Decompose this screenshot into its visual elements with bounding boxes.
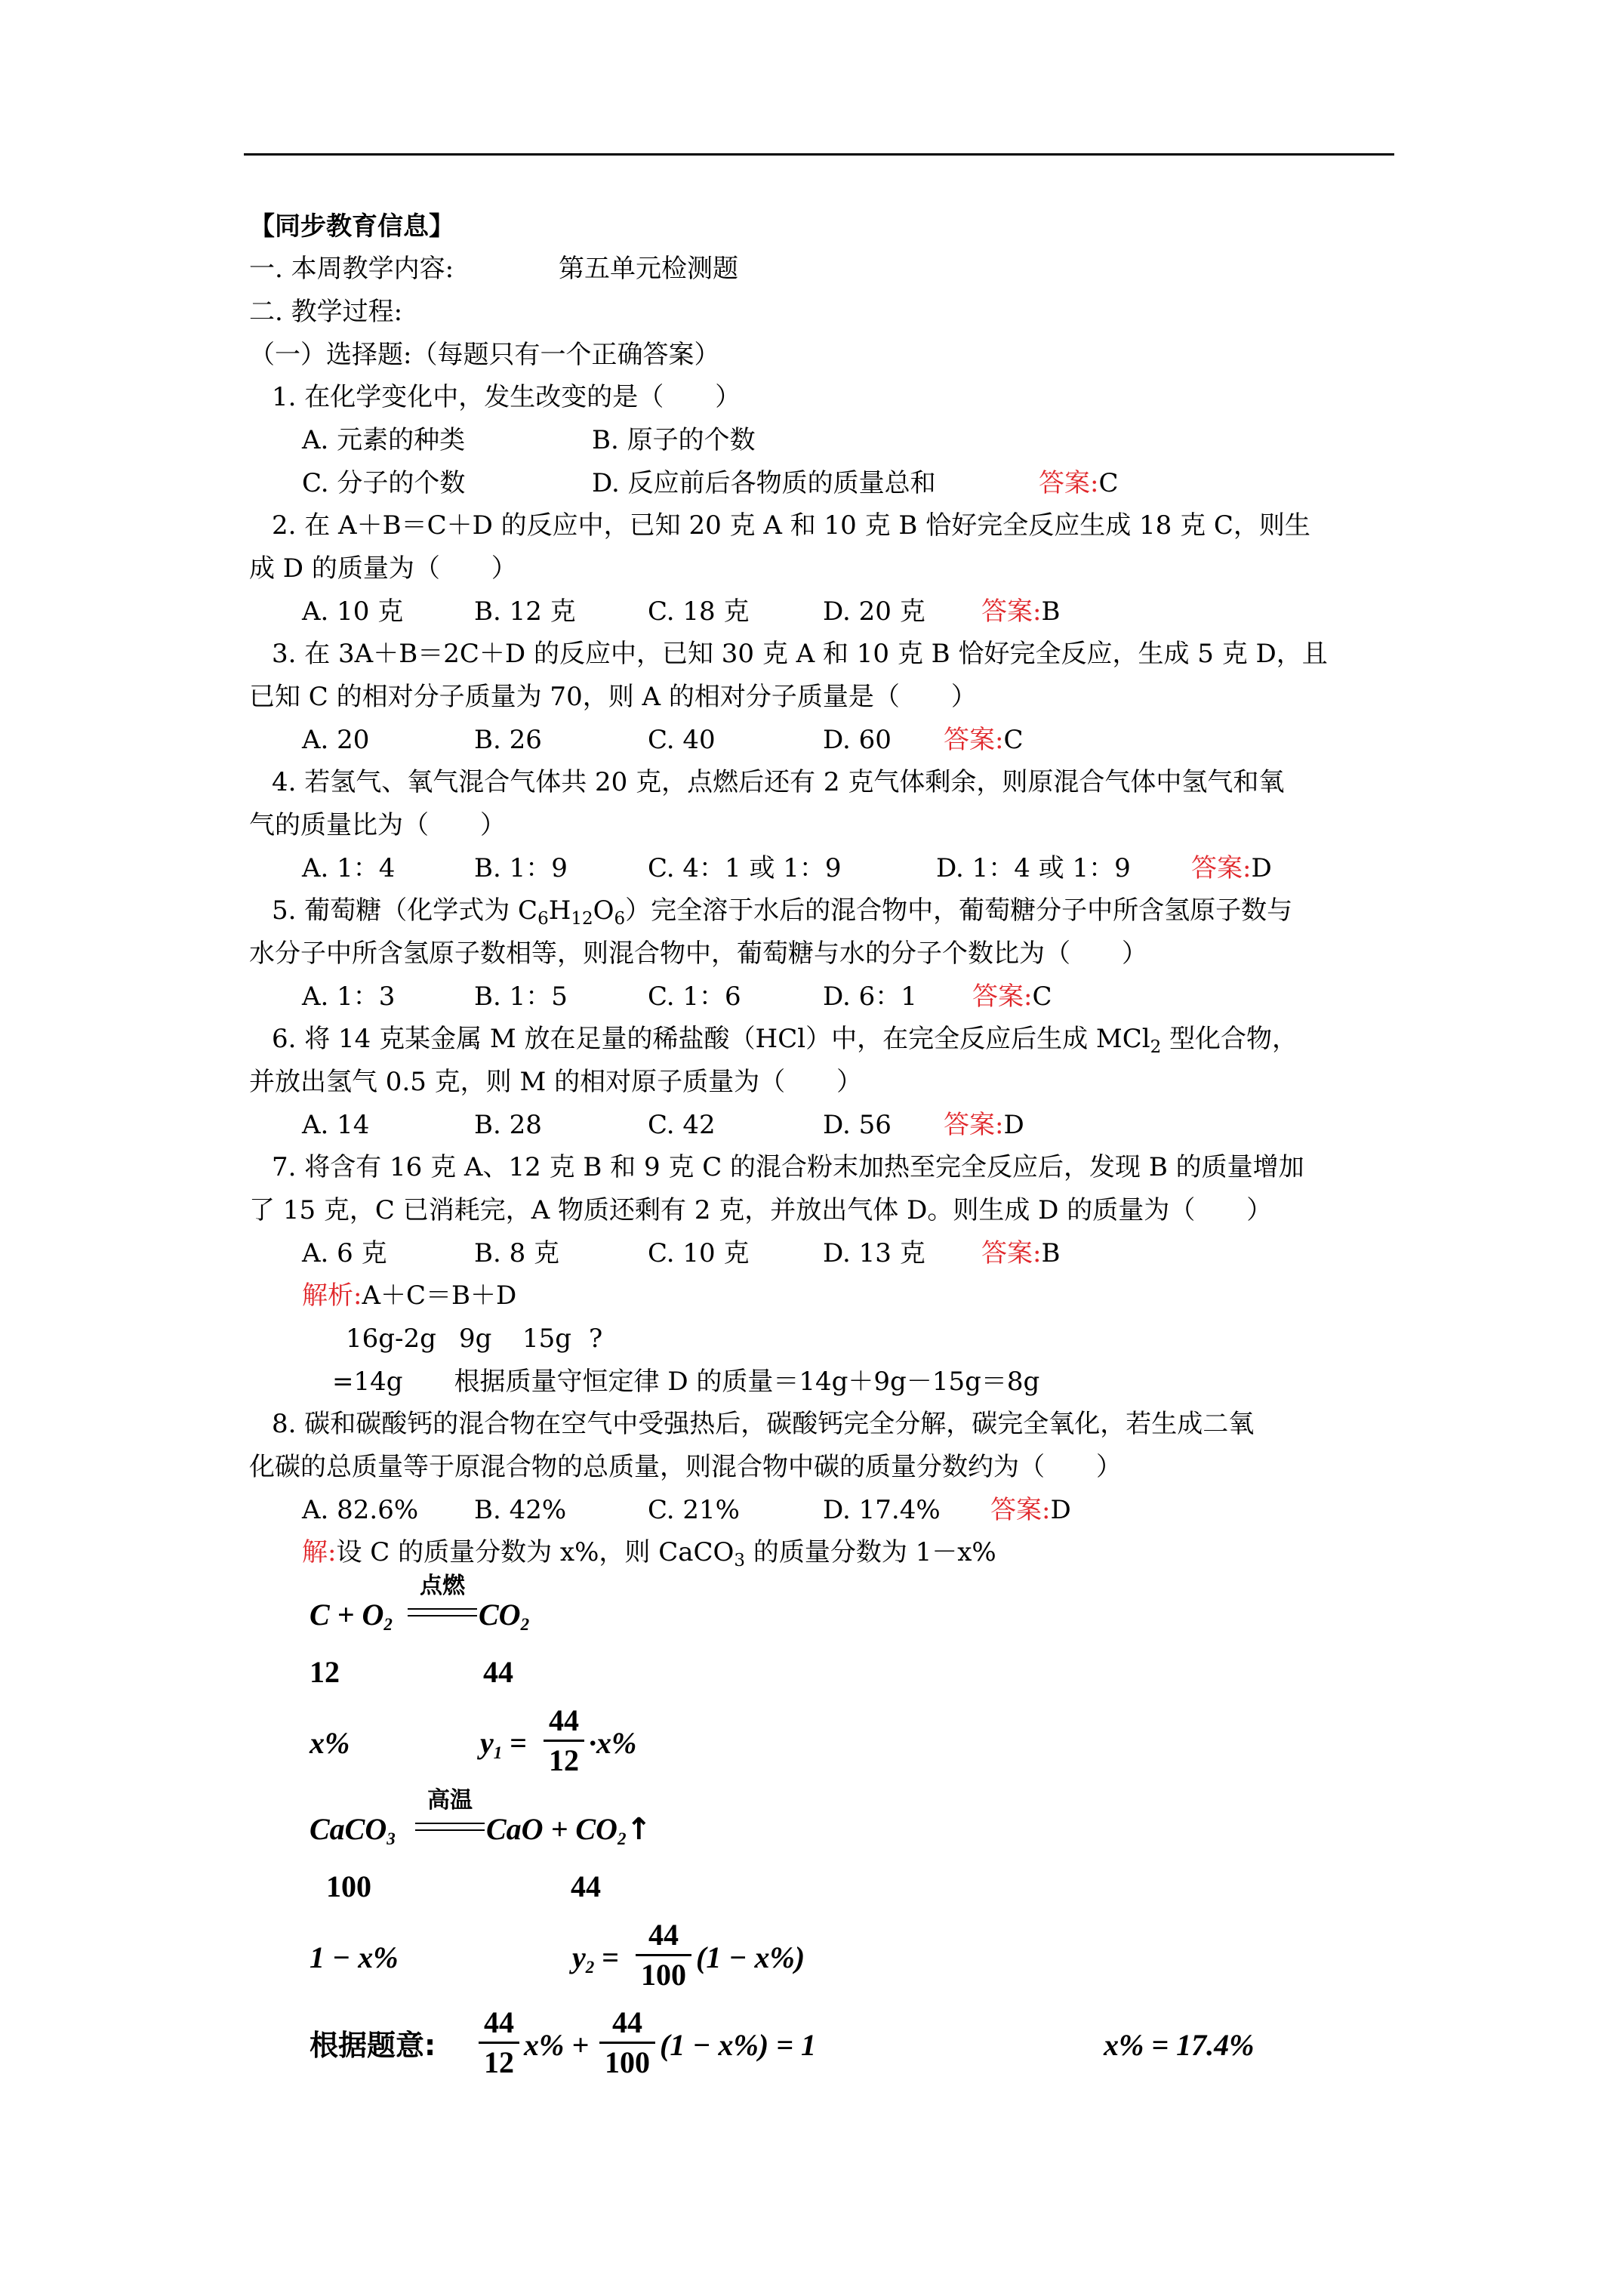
fraction-bar: [544, 1740, 584, 1742]
q5-answer-value: C: [1032, 982, 1052, 1012]
q7-option-b: B. 8 克: [474, 1238, 560, 1268]
reaction1-right-sub: 2: [520, 1615, 530, 1634]
final-term-1: x% +: [524, 2028, 590, 2062]
q6-sub: 2: [1150, 1037, 1162, 1057]
q2-option-c: C. 18 克: [648, 596, 750, 627]
header-rule: [244, 153, 1394, 156]
reaction1-left-sub: 2: [383, 1615, 393, 1634]
q5-sub-c: 6: [537, 909, 549, 929]
q4-options: [302, 847, 1359, 889]
section-1-label: 一. 本周教学内容:: [249, 254, 454, 284]
q8-stem-line1: 8. 碳和碳酸钙的混合物在空气中受强热后，碳酸钙完全分解，碳完全氧化，若生成二氧: [272, 1409, 1255, 1439]
fraction-denominator: 12: [549, 1743, 579, 1777]
q3-option-a: A. 20: [302, 725, 370, 755]
q2-option-b: B. 12 克: [474, 596, 576, 627]
gas-arrow-icon: ↑: [626, 1812, 651, 1847]
q7-options: [302, 1232, 1208, 1274]
section-1: [249, 248, 738, 290]
q2-stem-line2: 成 D 的质量为（ ）: [249, 553, 517, 584]
q7-option-a: A. 6 克: [302, 1238, 387, 1268]
q1-option-c: C. 分子的个数: [302, 468, 466, 498]
q7-answer: [981, 1232, 1060, 1274]
q5-options: [302, 975, 1208, 1018]
part-1-title: （一）选择题:（每题只有一个正确答案）: [249, 340, 720, 370]
q5-o: O: [593, 895, 614, 926]
q7-analysis-label: 解析:: [302, 1281, 362, 1311]
q7-mass-b: 15g: [522, 1324, 572, 1354]
q8-options: [302, 1489, 1208, 1531]
q3-option-d: D. 60: [823, 725, 892, 755]
q3-option-c: C. 40: [648, 725, 716, 755]
q2-stem-line1: 2. 在 A＋B＝C＋D 的反应中，已知 20 克 A 和 10 克 B 恰好完全反应生成 18 克 C，则生: [272, 510, 1310, 541]
q4-option-b: B. 1：9: [474, 853, 568, 883]
reaction1-y1-tail: ·x%: [589, 1726, 637, 1760]
doc-header: 【同步教育信息】: [249, 211, 454, 242]
final-fraction-1: [479, 2005, 519, 2080]
fraction-denominator: 100: [605, 2045, 650, 2079]
q8-option-b: B. 42%: [474, 1495, 567, 1525]
final-term-2: (1 − x%) = 1: [660, 2028, 816, 2062]
q4-stem-line1: 4. 若氢气、氧气混合气体共 20 克，点燃后还有 2 克气体剩余，则原混合气体中氢气和氧: [272, 767, 1285, 797]
answer-label: 答案:: [990, 1495, 1051, 1525]
q6-stem-line2: 并放出氢气 0.5 克，则 M 的相对原子质量为（ ）: [249, 1067, 863, 1097]
q8-solution-sub: 3: [734, 1551, 746, 1570]
q7-analysis: [302, 1274, 516, 1317]
section-2: 二. 教学过程:: [249, 297, 403, 327]
y1-sub: 1: [493, 1743, 503, 1762]
reaction2-right-sub: 2: [617, 1829, 627, 1848]
q1-option-a: A. 元素的种类: [302, 425, 466, 455]
reaction2-y2: [572, 1939, 619, 1977]
q6-stem-post: 型化合物，: [1161, 1024, 1298, 1054]
q3-answer: [944, 719, 1023, 761]
q2-answer: [981, 590, 1060, 633]
q8-answer-value: D: [1050, 1495, 1071, 1525]
q3-options: [302, 719, 1208, 761]
q5-stem-pre: 5. 葡萄糖（化学式为 C: [272, 895, 538, 926]
q7-stem-line1: 7. 将含有 16 克 A、12 克 B 和 9 克 C 的混合粉末加热至完全反应后，发现 B 的质量增加: [272, 1152, 1304, 1182]
y1-equals: =: [510, 1726, 528, 1760]
fraction-bar: [636, 1954, 691, 1956]
y2-equals: =: [602, 1940, 620, 1974]
reaction1-reactants: [310, 1596, 393, 1634]
q8-stem-line2: 化碳的总质量等于原混合物的总质量，则混合物中碳的质量分数约为（ ）: [249, 1452, 1122, 1482]
q6-options: [302, 1104, 1208, 1146]
fraction-denominator: 12: [484, 2045, 514, 2079]
q6-option-c: C. 42: [648, 1110, 716, 1140]
answer-label: 答案:: [972, 982, 1033, 1012]
q1-stem: 1. 在化学变化中，发生改变的是（ ）: [272, 382, 741, 412]
q5-sub-o: 6: [614, 909, 626, 929]
q4-option-c: C. 4：1 或 1：9: [648, 853, 842, 883]
q4-option-a: A. 1：4: [302, 853, 396, 883]
answer-label: 答案:: [944, 1110, 1004, 1140]
q8-solution-label: 解:: [302, 1537, 337, 1567]
q6-option-b: B. 28: [474, 1110, 542, 1140]
reaction1-product: [479, 1596, 529, 1634]
reaction2-left-sub: 3: [387, 1829, 396, 1848]
q5-option-c: C. 1：6: [648, 982, 741, 1012]
q2-answer-value: B: [1041, 596, 1061, 627]
section-1-topic: 第五单元检测题: [559, 254, 738, 284]
y2-symbol: y: [572, 1940, 586, 1974]
q2-option-a: A. 10 克: [302, 596, 404, 627]
reaction1-mass-co2: 44: [483, 1655, 513, 1689]
fraction-bar: [479, 2042, 519, 2044]
q1-options-row1: [302, 419, 981, 461]
q7-option-c: C. 10 克: [648, 1238, 750, 1268]
q1-answer-value: C: [1098, 468, 1119, 498]
q6-option-a: A. 14: [302, 1110, 370, 1140]
q8-option-c: C. 21%: [648, 1495, 740, 1525]
q7-stem-line2: 了 15 克，C 已消耗完，A 物质还剩有 2 克，并放出气体 D。则生成 D 的质量为（ ）: [249, 1195, 1273, 1225]
reaction2-x: 1 − x%: [310, 1940, 399, 1974]
answer-label: 答案:: [981, 1238, 1042, 1268]
q6-option-d: D. 56: [823, 1110, 892, 1140]
q5-answer: [972, 975, 1052, 1018]
q5-stem-post: ）完全溶于水后的混合物中，葡萄糖分子中所含氢原子数与: [625, 895, 1293, 926]
fraction-numerator: 44: [612, 2005, 642, 2039]
q7-mass-a: 16g-2g: [346, 1324, 436, 1354]
q5-option-a: A. 1：3: [302, 982, 396, 1012]
q1-options-row2: [302, 462, 1208, 504]
reaction2-y2-tail: (1 − x%): [696, 1940, 805, 1974]
q5-option-b: B. 1：5: [474, 982, 568, 1012]
q4-stem-line2: 气的质量比为（ ）: [249, 810, 506, 840]
q5-sub-h: 12: [571, 909, 593, 929]
reaction2-condition: 高温: [427, 1787, 473, 1814]
q6-answer: [944, 1104, 1024, 1146]
q1-option-b: B. 原子的个数: [592, 425, 756, 455]
reaction2-left: CaCO: [310, 1812, 387, 1846]
reaction1-condition: 点燃: [420, 1573, 465, 1599]
reaction2-reactant: [310, 1811, 396, 1848]
q3-stem-line1: 3. 在 3A＋B＝2C＋D 的反应中，已知 30 克 A 和 10 克 B 恰好完全反应，生成 5 克 D，且: [272, 639, 1328, 669]
q8-solution-post: 的质量分数为 1－x%: [745, 1537, 996, 1567]
y1-symbol: y: [480, 1726, 494, 1760]
q5-h: H: [548, 895, 571, 926]
q7-analysis-result: =14g 根据质量守恒定律 D 的质量＝14g＋9g－15g＝8g: [332, 1367, 1040, 1397]
reaction2-mass-caco3: 100: [326, 1869, 371, 1903]
y2-sub: 2: [585, 1958, 595, 1977]
q7-equation: A＋C＝B＋D: [362, 1281, 517, 1311]
answer-label: 答案:: [944, 725, 1004, 755]
fraction-numerator: 44: [648, 1918, 679, 1952]
q6-answer-value: D: [1003, 1110, 1024, 1140]
reaction2-equals-bar: [415, 1823, 485, 1831]
fraction-numerator: 44: [484, 2005, 514, 2039]
reaction1-mass-c: 12: [310, 1655, 340, 1689]
q2-option-d: D. 20 克: [823, 596, 925, 627]
fraction-numerator: 44: [549, 1703, 579, 1737]
q7-masses: [346, 1318, 874, 1360]
q2-options: [302, 590, 1208, 633]
q7-answer-value: B: [1041, 1238, 1061, 1268]
q8-answer: [990, 1489, 1071, 1531]
q7-mass-c: 9g: [459, 1324, 492, 1354]
reaction1-left: C + O: [310, 1598, 384, 1632]
q7-option-d: D. 13 克: [823, 1238, 925, 1268]
q4-answer: [1191, 847, 1272, 889]
q8-option-a: A. 82.6%: [302, 1495, 419, 1525]
q6-stem-line1: [272, 1018, 1298, 1060]
q8-option-d: D. 17.4%: [823, 1495, 941, 1525]
reaction2-fraction: [636, 1918, 691, 1992]
final-fraction-2: [599, 2005, 655, 2080]
reaction2-products: [486, 1811, 651, 1848]
q8-solution-intro: [302, 1531, 996, 1573]
q1-option-d: D. 反应前后各物质的质量总和: [592, 468, 936, 498]
reaction2-mass-co2: 44: [571, 1869, 601, 1903]
q3-answer-value: C: [1003, 725, 1024, 755]
q7-mass-d: ?: [589, 1324, 603, 1354]
q6-stem-pre: 6. 将 14 克某金属 M 放在足量的稀盐酸（HCl）中，在完全反应后生成 MCl: [272, 1024, 1150, 1054]
reaction1-y1: [480, 1724, 527, 1762]
reaction1-fraction: [544, 1703, 584, 1778]
q5-stem-line1: [272, 889, 1292, 932]
q4-answer-value: D: [1251, 853, 1272, 883]
q3-option-b: B. 26: [474, 725, 542, 755]
answer-label: 答案:: [1039, 468, 1099, 498]
final-result: x% = 17.4%: [1104, 2028, 1255, 2062]
q5-stem-line2: 水分子中所含氢原子数相等，则混合物中，葡萄糖与水的分子个数比为（ ）: [249, 938, 1147, 969]
q8-solution-pre: 设 C 的质量分数为 x%，则 CaCO: [336, 1537, 735, 1567]
answer-label: 答案:: [1191, 853, 1252, 883]
reaction1-right: CO: [479, 1598, 521, 1632]
fraction-bar: [599, 2042, 655, 2044]
q3-stem-line2: 已知 C 的相对分子质量为 70，则 A 的相对分子质量是（ ）: [249, 682, 977, 712]
reaction1-equals-bar: [408, 1608, 477, 1616]
final-label: 根据题意:: [310, 2029, 436, 2062]
fraction-denominator: 100: [641, 1958, 686, 1992]
q5-option-d: D. 6：1: [823, 982, 917, 1012]
reaction1-x: x%: [310, 1726, 350, 1760]
reaction2-right: CaO + CO: [486, 1812, 617, 1846]
answer-label: 答案:: [981, 596, 1042, 627]
q4-option-d: D. 1：4 或 1：9: [936, 853, 1131, 883]
q1-answer: [1039, 462, 1118, 504]
